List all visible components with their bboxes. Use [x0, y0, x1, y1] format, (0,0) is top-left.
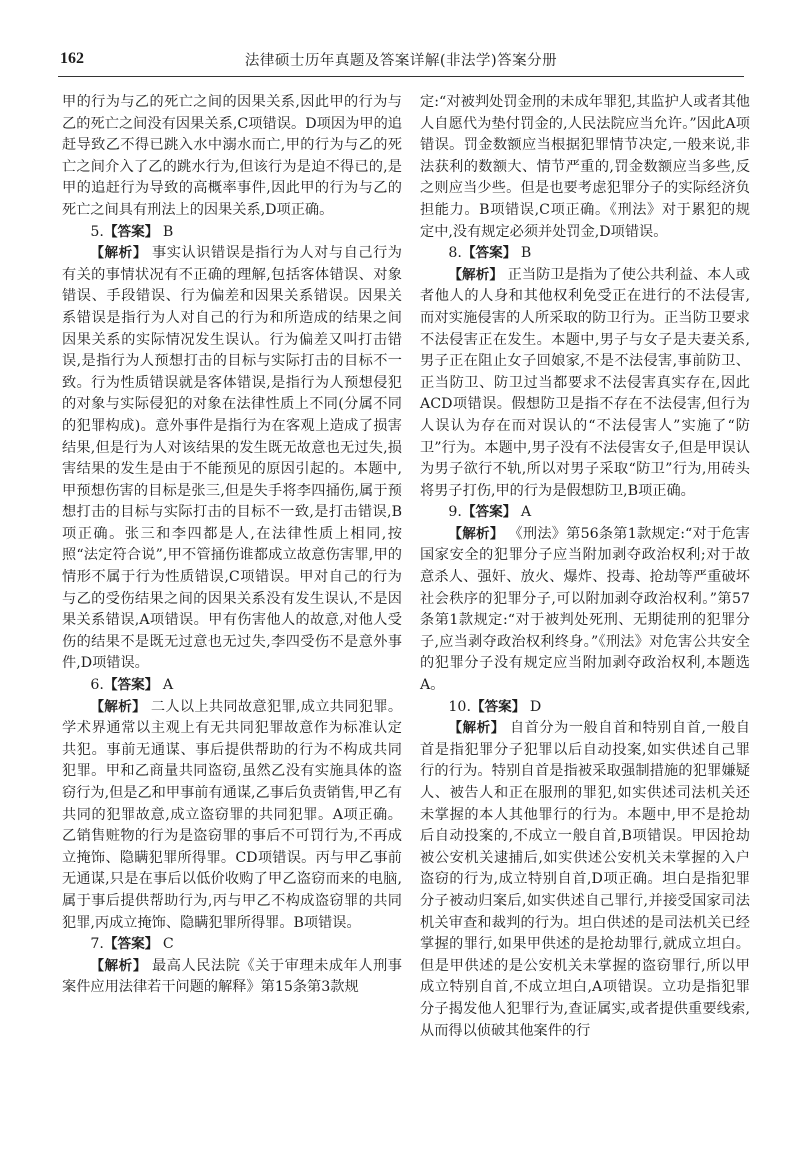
answer-line-8: [420, 243, 750, 265]
answer-line-7: [62, 934, 402, 956]
explanation-text: 正当防卫是指为了使公共利益、本人或者他人的人身和其他权利免受正在进行的不法侵害,而对实施侵害的人所采取的防卫行为。正当防卫要求不法侵害正在发生。本题中,男子与女子是夫妻关系,男子正在阻止女子回娘家,不是不法侵害,事前防卫、正当防卫、防卫过当都要求不法侵害真实存在,因此ACD项错误。假想防卫是指不存在不法侵害,但行为人误认为存在而对误认的“不法侵害人”实施了“防卫”行为。本题中,男子没有不法侵害女子,但是甲误认为男子欲行不轨,所以对男子采取“防卫”行为,用砖头将男子打伤,甲的行为是假想防卫,B项正确。: [420, 266, 750, 499]
answer-value: B: [162, 223, 174, 240]
explanation-6: [62, 697, 402, 935]
question-number: 9.: [448, 504, 462, 521]
page-header: [60, 48, 742, 74]
explanation-text: 二人以上共同故意犯罪,成立共同犯罪。学术界通常以主观上有无共同犯罪故意作为标准认定共犯。事前无通谋、事后提供帮助的行为不构成共同犯罪。甲和乙商量共同盗窃,虽然乙没有实施具体的盗窃行为,但是乙和甲事前有通谋,乙事后负责销售,甲乙有共同的犯罪故意,成立盗窃罪的共同犯罪。A项正确。乙销售赃物的行为是盗窃罪的事后不可罚行为,不再成立掩饰、隐瞒犯罪所得罪。CD项错误。丙与甲乙事前无通谋,只是在事后以低价收购了甲乙盗窃而来的电脑,属于事后提供帮助行为,丙与甲乙不构成盗窃罪的共同犯罪,丙成立掩饰、隐瞒犯罪所得罪。B项错误。: [62, 698, 403, 931]
explanation-5: [62, 243, 402, 675]
question-number: 8.: [448, 245, 462, 262]
answer-label: 【答案】: [470, 698, 526, 715]
answer-line-9: [420, 502, 750, 524]
explanation-label: 【解析】: [90, 245, 147, 262]
answer-line-5: [62, 222, 402, 244]
explanation-label: 【解析】: [90, 698, 147, 715]
question-number: 7.: [90, 936, 104, 953]
answer-value: D: [529, 698, 542, 715]
answer-label: 【答案】: [103, 677, 159, 694]
explanation-text: 最高人民法院《关于审理未成年人刑事案件应用法律若干问题的解释》第15条第3款规: [62, 957, 402, 996]
explanation-8: [420, 265, 750, 503]
paragraph: 定:“对被判处罚金刑的未成年罪犯,其监护人或者其他人自愿代为垫付罚金的,人民法院应当允许。”因此A项错误。罚金数额应当根据犯罪情节决定,一般来说,非法获利的数额大、情节严重的,罚金数额应当多些,反之则应当少些。但是也要考虑犯罪分子的实际经济负担能力。B项错误,C项正确。《刑法》对于累犯的规定中,没有规定必须并处罚金,D项错误。: [420, 94, 750, 240]
left-column: [62, 92, 402, 999]
explanation-9: [420, 524, 750, 697]
answer-value: B: [520, 245, 532, 262]
answer-label: 【答案】: [103, 223, 159, 240]
question-number: 10.: [448, 698, 471, 715]
answer-label: 【答案】: [103, 936, 159, 953]
page-number: 162: [60, 50, 84, 67]
right-column: [420, 92, 750, 1042]
answer-label: 【答案】: [461, 245, 517, 262]
explanation-label: 【解析】: [90, 957, 147, 974]
explanation-7: [62, 956, 402, 999]
answer-line-6: [62, 675, 402, 697]
header-rule: [58, 76, 744, 77]
question-number: 5.: [90, 223, 104, 240]
explanation-text: 事实认识错误是指行为人对与自己行为有关的事情状况有不正确的理解,包括客体错误、对象错误、手段错误、行为偏差和因果关系错误。因果关系错误是指行为人对自己的行为和所造成的结果之间因果关系的实际情况发生误认。行为偏差又叫打击错误,是指行为人预想打击的目标与实际打击的目标不一致。行为性质错误就是客体错误,是指行为人预想侵犯的对象与实际侵犯的对象在法律性质上不同(分属不同的犯罪构成)。意外事件是指行为在客观上造成了损害结果,但是行为人对该结果的发生既无故意也无过失,损害结果的发生是由于不能预见的原因引起的。本题中,甲预想伤害的目标是张三,但是失手将李四捅伤,属于预想打击的目标与实际打击的目标不一致,是打击错误,B项正确。张三和李四都是人,在法律性质上相同,按照“法定符合说”,甲不管捅伤谁都成立故意伤害罪,甲的情形不属于行为性质错误,C项错误。甲对自己的行为与乙的受伤结果之间的因果关系没有发生误认,不是因果关系错误,A项错误。甲有伤害他人的故意,对他人受伤的结果不是既无过意也无过失,李四受伤不是意外事件,D项错误。: [62, 245, 402, 672]
answer-value: C: [162, 936, 174, 953]
explanation-label: 【解析】: [448, 720, 505, 737]
answer-value: A: [520, 504, 532, 521]
answer-line-10: [420, 697, 750, 719]
answer-value: A: [162, 677, 174, 694]
explanation-text: 自首分为一般自首和特别自首,一般自首是指犯罪分子犯罪以后自动投案,如实供述自己罪行的行为。特别自首是指被采取强制措施的犯罪嫌疑人、被告人和正在服刑的罪犯,如实供述司法机关还未掌握的本人其他罪行的行为。本题中,甲不是抢劫后自动投案的,不成立一般自首,B项错误。甲因抢劫被公安机关逮捕后,如实供述公安机关未掌握的入户盗窃的行为,成立特别自首,D项正确。坦白是指犯罪分子被动归案后,如实供述自己罪行,并接受国家司法机关审查和裁判的行为。坦白供述的是司法机关已经掌握的罪行,如果甲供述的是抢劫罪行,就成立坦白。但是甲供述的是公安机关未掌握的盗窃罪行,所以甲成立特别自首,不成立坦白,A项错误。立功是指犯罪分子揭发他人犯罪行为,查证属实,或者提供重要线索,从而得以侦破其他案件的行: [420, 720, 750, 1039]
explanation-10: [420, 718, 750, 1042]
question-number: 6.: [90, 677, 104, 694]
book-title: 法律硕士历年真题及答案详解(非法学)答案分册: [244, 53, 558, 69]
answer-label: 【答案】: [461, 504, 517, 521]
explanation-label: 【解析】: [448, 266, 504, 283]
explanation-text: 《刑法》第56条第1款规定:“对于危害国家安全的犯罪分子应当附加剥夺政治权利;对于故意杀人、强奸、放火、爆炸、投毒、抢劫等严重破坏社会秩序的犯罪分子,可以附加剥夺政治权利。”第57条第1款规定:“对于被判处死刑、无期徒刑的犯罪分子,应当剥夺政治权利终身。”《刑法》对危害公共安全的犯罪分子没有规定应当附加剥夺政治权利,本题选A。: [420, 525, 750, 694]
paragraph: 甲的行为与乙的死亡之间的因果关系,因此甲的行为与乙的死亡之间没有因果关系,C项错误。D项因为甲的追赶导致乙不得已跳入水中溺水而亡,甲的行为与乙的死亡之间介入了乙的跳水行为,但该行为是迫不得已的,是甲的追赶行为导致的高概率事件,因此甲的行为与乙的死亡之间具有刑法上的因果关系,D项正确。: [62, 94, 402, 218]
explanation-label: 【解析】: [448, 525, 504, 542]
